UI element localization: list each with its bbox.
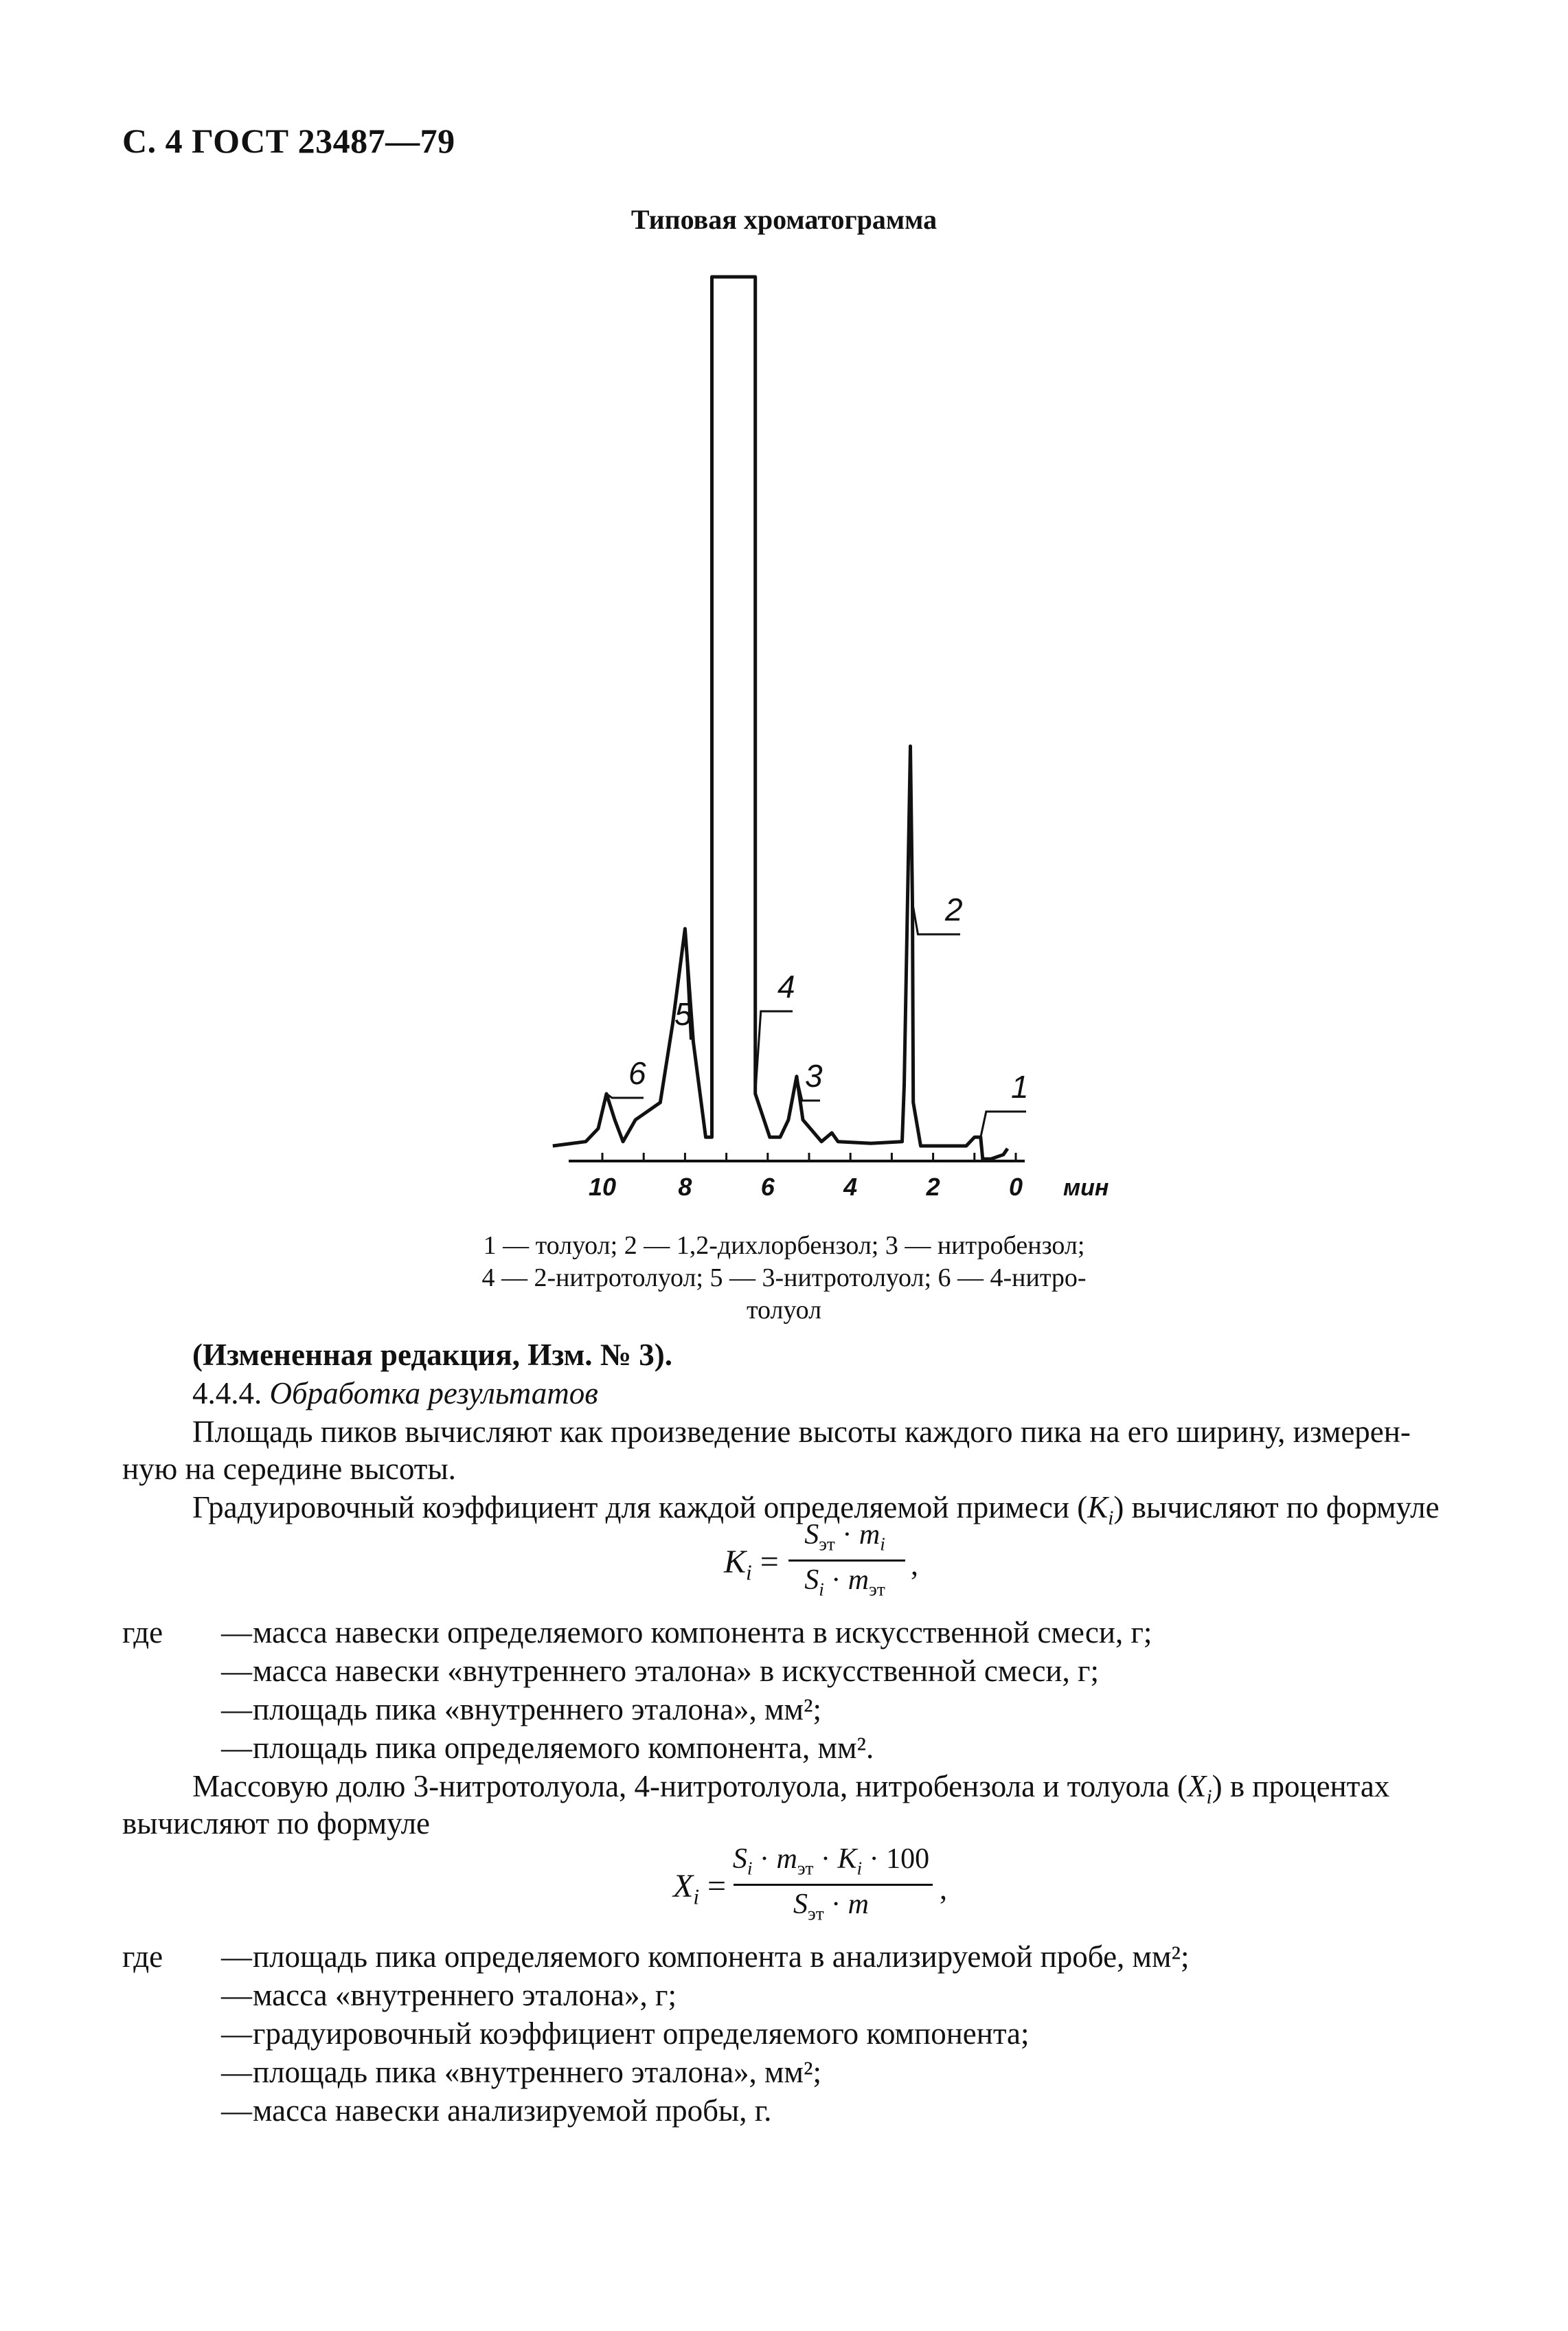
definition-dash: — bbox=[221, 1978, 252, 2012]
formula-denominator: $S_{эт} \cdot m$ bbox=[793, 1889, 869, 1924]
symbol-x: X bbox=[1188, 1769, 1207, 1803]
revision-note: (Измененная редакция, Изм. № 3). bbox=[192, 1338, 673, 1372]
definition-dash: — bbox=[221, 2016, 252, 2051]
definition-dash: — bbox=[221, 2055, 252, 2089]
definition-dash: — bbox=[221, 1654, 252, 1688]
peak-leader-line bbox=[755, 1011, 793, 1094]
symbol-k: K bbox=[1087, 1490, 1109, 1524]
paragraph-text: ) в процентах bbox=[1212, 1769, 1390, 1803]
x-axis-tick-label: 0 bbox=[1008, 1173, 1023, 1201]
section-heading bbox=[192, 1375, 598, 1411]
section-title: Обработка результатов bbox=[269, 1376, 598, 1410]
fraction-line bbox=[788, 1559, 905, 1562]
section-number: 4.4.4. bbox=[192, 1376, 262, 1410]
definition-text: градуировочный коэффициент определяемого компонента; bbox=[253, 2016, 1030, 2051]
x-axis bbox=[569, 1153, 1109, 1201]
figure-caption bbox=[0, 1230, 1568, 1327]
x-axis-tick-label: 8 bbox=[678, 1173, 692, 1201]
definition-lead: где bbox=[122, 1939, 163, 1974]
page-header: С. 4 ГОСТ 23487—79 bbox=[122, 122, 455, 160]
symbol-sub: i bbox=[1206, 1786, 1212, 1808]
definition-dash: — bbox=[221, 1615, 252, 1649]
definition-dash: — bbox=[221, 2093, 252, 2128]
x-axis-tick-label: 4 bbox=[843, 1173, 858, 1201]
fraction-line bbox=[734, 1884, 933, 1886]
x-axis-tick-label: 10 bbox=[588, 1173, 617, 1201]
definition-dash: — bbox=[221, 1939, 252, 1974]
definition-text: площадь пика «внутреннего эталона», мм²; bbox=[253, 2055, 821, 2089]
formula-lhs: $K_i$ = bbox=[724, 1544, 779, 1585]
formula-comma: , bbox=[911, 1548, 918, 1581]
peak-leader-line bbox=[606, 1094, 644, 1098]
peak-label: 5 bbox=[674, 996, 692, 1032]
definition-text: площадь пика определяемого компонента, мм². bbox=[253, 1731, 874, 1765]
chromatogram-trace-group bbox=[553, 277, 1008, 1159]
peak-label: 4 bbox=[777, 969, 795, 1004]
definition-dash: — bbox=[221, 1692, 252, 1726]
peak-label: 2 bbox=[945, 892, 963, 927]
definition-text: масса навески определяемого компонента в искусственной смеси, г; bbox=[253, 1615, 1152, 1649]
paragraph-line: Площадь пиков вычисляют как произведение высоты каждого пика на его ширину, измерен- bbox=[192, 1415, 1411, 1449]
x-axis-unit-label: мин bbox=[1063, 1175, 1109, 1201]
definition-lead: где bbox=[122, 1615, 163, 1649]
formula-lhs: $X_i$ = bbox=[673, 1868, 727, 1909]
formula-denominator: $S_i \cdot m_{эт}$ bbox=[804, 1564, 885, 1600]
chromatogram-trace bbox=[553, 277, 1008, 1159]
paragraph-text: ) вычисляют по формуле bbox=[1113, 1490, 1440, 1524]
paragraph-line: ную на середине высоты. bbox=[122, 1452, 456, 1486]
definition-text: площадь пика «внутреннего эталона», мм²; bbox=[253, 1692, 821, 1726]
definition-text: площадь пика определяемого компонента в анализируемой пробе, мм²; bbox=[253, 1939, 1190, 1974]
peak-label: 3 bbox=[805, 1058, 823, 1094]
paragraph-text: Массовую долю 3-нитротолуола, 4-нитротолуола, нитробензола и толуола ( bbox=[192, 1769, 1188, 1803]
caption-line: толуол bbox=[746, 1296, 822, 1325]
paragraph-line: вычисляют по формуле bbox=[122, 1806, 431, 1840]
paragraph-text: Градуировочный коэффициент для каждой определяемой примеси ( bbox=[192, 1490, 1088, 1524]
caption-line: 1 — толуол; 2 — 1,2-дихлорбензол; 3 — нитробензол; bbox=[483, 1231, 1085, 1260]
formula-numerator: $S_i \cdot m_{эт} \cdot K_i \cdot 100$ bbox=[732, 1843, 930, 1879]
peak-label: 1 bbox=[1011, 1069, 1029, 1105]
definition-dash: — bbox=[221, 1731, 252, 1765]
x-axis-tick-label: 6 bbox=[760, 1173, 775, 1201]
peak-label: 6 bbox=[628, 1055, 646, 1091]
x-axis-tick-label: 2 bbox=[926, 1173, 940, 1201]
peak-labels bbox=[606, 892, 1029, 1137]
definition-text: масса навески «внутреннего эталона» в искусственной смеси, г; bbox=[253, 1654, 1099, 1688]
symbol-sub: i bbox=[1108, 1507, 1114, 1529]
paragraph-line bbox=[192, 1768, 1389, 1809]
figure-title: Типовая хроматограмма bbox=[630, 204, 938, 235]
formula-numerator: $S_{эт} \cdot m_i$ bbox=[804, 1519, 885, 1555]
caption-line: 4 — 2-нитротолуол; 5 — 3-нитротолуол; 6 — 4-нитро- bbox=[481, 1263, 1087, 1292]
definition-text: масса «внутреннего эталона», г; bbox=[253, 1978, 677, 2012]
peak-leader-line bbox=[981, 1112, 1026, 1137]
definition-text: масса навески анализируемой пробы, г. bbox=[253, 2093, 772, 2128]
formula-comma: , bbox=[940, 1872, 947, 1906]
